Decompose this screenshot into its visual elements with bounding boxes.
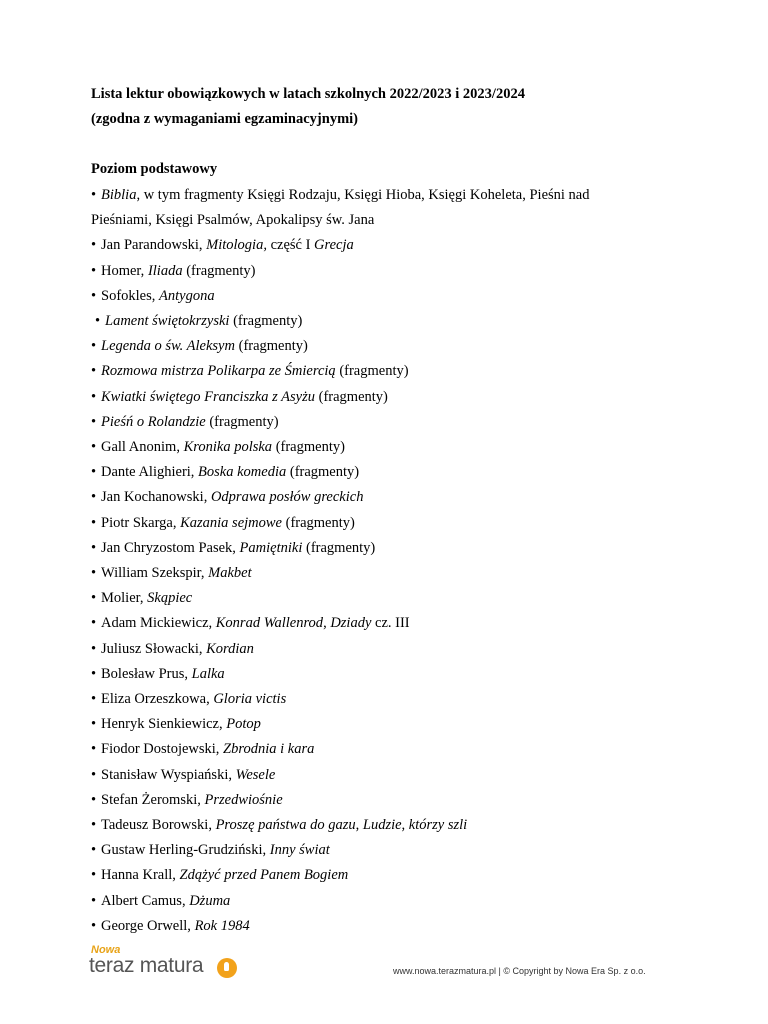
author-text: , (355, 817, 363, 833)
list-item (91, 690, 651, 708)
logo-small-text: Nowa (91, 944, 121, 956)
bullet: • (91, 741, 97, 758)
list-item (91, 262, 651, 280)
list-item-continuation (91, 211, 651, 229)
book-title: Rok 1984 (194, 917, 250, 934)
list-item (91, 766, 651, 784)
author-text: (fragmenty) (182, 262, 256, 279)
list-item (91, 488, 651, 506)
bullet: • (91, 691, 97, 707)
author-text: Bolesław Prus, (101, 665, 192, 682)
bullet: • (91, 287, 97, 304)
bullet: • (91, 590, 97, 607)
list-item (91, 640, 651, 658)
author-text: (fragmenty) (272, 439, 345, 455)
book-title: Konrad Wallenrod (215, 615, 324, 632)
book-title: Rozmowa mistrza Polikarpa ze Śmiercią (101, 363, 336, 380)
list-item (91, 892, 651, 910)
book-title: Makbet (208, 565, 252, 581)
bullet: • (91, 514, 97, 531)
book-title: Kordian (206, 640, 254, 657)
book-title: Skąpiec (147, 590, 193, 607)
list-item (91, 362, 651, 380)
author-text: Stanisław Wyspiański, (101, 766, 236, 783)
list-item (91, 337, 651, 355)
list-item (91, 539, 651, 557)
bullet: • (91, 413, 97, 430)
author-text: (fragmenty) (302, 539, 376, 556)
author-text: Sofokles, (101, 287, 159, 304)
author-text: Fiodor Dostojewski, (101, 741, 224, 758)
author-text: Dante Alighieri, (101, 464, 199, 481)
bullet: • (91, 867, 97, 884)
author-text: Gall Anonim, (101, 439, 184, 455)
book-title: Pamiętniki (239, 539, 303, 556)
teraz-matura-logo (89, 944, 249, 984)
bullet: • (91, 187, 97, 203)
list-item (91, 514, 651, 532)
book-title: Lament świętokrzyski (105, 313, 230, 329)
author-text: (fragmenty) (234, 338, 308, 355)
author-text: (fragmenty) (335, 363, 409, 380)
list-item (91, 866, 651, 884)
author-text: Piotr Skarga, (101, 514, 181, 531)
author-text: , w tym fragmenty Księgi Rodzaju, Księgi Hioba, Księgi Koheleta, Pieśni nad (136, 187, 590, 203)
bullet: • (91, 565, 97, 581)
author-text: Pieśniami, Księgi Psalmów, Apokalipsy św. Jana (91, 212, 375, 229)
author-text: (fragmenty) (205, 413, 279, 430)
book-title: Zdążyć przed Panem Bogiem (179, 867, 349, 884)
bullet: • (91, 842, 97, 859)
list-item (91, 740, 651, 758)
bullet: • (91, 615, 97, 632)
list-item (91, 236, 651, 254)
list-item (91, 589, 651, 607)
bullet: • (91, 539, 97, 556)
bullet: • (91, 917, 97, 934)
author-text: cz. III (371, 615, 410, 632)
bullet: • (91, 665, 97, 682)
author-text: Eliza Orzeszkowa, (101, 691, 214, 707)
book-title: Dżuma (189, 892, 231, 909)
bullet: • (91, 489, 97, 506)
book-title: Przedwiośnie (204, 791, 283, 808)
book-title: Mitologia, (206, 237, 267, 254)
book-title: Iliada (147, 262, 183, 279)
bullet: • (91, 338, 97, 355)
list-item (91, 715, 651, 733)
list-item (91, 564, 651, 582)
author-text: (fragmenty) (315, 388, 388, 405)
document-subtitle: (zgodna z wymaganiami egzaminacyjnymi) (91, 111, 359, 127)
bullet: • (91, 237, 97, 254)
book-title: Gloria victis (213, 691, 287, 707)
bullet: • (91, 363, 97, 380)
author-text: część I (266, 237, 315, 254)
book-title: Pieśń o Rolandzie (101, 413, 206, 430)
book-title: Legenda o św. Aleksym (101, 338, 235, 355)
bullet: • (91, 791, 97, 808)
author-text: (fragmenty) (286, 464, 360, 481)
book-title: Kronika polska (183, 439, 273, 455)
book-title: Kazania sejmowe (180, 514, 282, 531)
book-title: Kwiatki świętego Franciszka z Asyżu (101, 388, 316, 405)
author-text: (fragmenty) (229, 313, 303, 329)
bullet: • (95, 313, 101, 329)
book-title: Lalka (191, 665, 225, 682)
bullet: • (91, 262, 97, 279)
bullet: • (91, 892, 97, 909)
bullet: • (91, 640, 97, 657)
list-item (91, 791, 651, 809)
author-text: William Szekspir, (101, 565, 209, 581)
lightbulb-icon (217, 958, 237, 978)
author-text: (fragmenty) (281, 514, 355, 531)
author-text: Jan Parandowski, (101, 237, 207, 254)
list-item (95, 312, 655, 330)
book-title: Grecja (314, 237, 354, 254)
document-title: Lista lektur obowiązkowych w latach szkolnych 2022/2023 i 2023/2024 (91, 86, 525, 102)
author-text: Gustaw Herling-Grudziński, (101, 842, 270, 859)
author-text: Henryk Sienkiewicz, (101, 716, 227, 733)
book-title: Inny świat (269, 842, 330, 859)
book-title: Dziady (330, 615, 372, 632)
author-text: Hanna Krall, (101, 867, 180, 884)
book-title: Biblia (101, 187, 137, 203)
book-title: Odprawa posłów greckich (210, 489, 364, 506)
book-title: Boska komedia (198, 464, 287, 481)
logo-main-text: teraz matura (89, 954, 204, 977)
list-item (91, 614, 651, 632)
book-title: Proszę państwa do gazu (215, 817, 356, 833)
author-text: Adam Mickiewicz, (101, 615, 216, 632)
bullet: • (91, 817, 97, 833)
list-item (91, 665, 651, 683)
bullet: • (91, 388, 97, 405)
author-text: Albert Camus, (101, 892, 190, 909)
list-item (91, 841, 651, 859)
bullet: • (91, 464, 97, 481)
list-item (91, 186, 651, 204)
author-text: Juliusz Słowacki, (101, 640, 207, 657)
bullet: • (91, 766, 97, 783)
footer-copyright: www.nowa.terazmatura.pl | © Copyright by Nowa Era Sp. z o.o. (393, 966, 646, 976)
book-title: Zbrodnia i kara (223, 741, 315, 758)
list-item (91, 413, 651, 431)
bullet: • (91, 439, 97, 455)
list-item (91, 287, 651, 305)
book-title: Wesele (235, 766, 276, 783)
author-text: George Orwell, (101, 917, 195, 934)
book-title: Potop (226, 716, 261, 733)
bullet: • (91, 716, 97, 733)
author-text: Jan Chryzostom Pasek, (101, 539, 240, 556)
section-title: Poziom podstawowy (91, 161, 218, 177)
author-text: Molier, (101, 590, 148, 607)
list-item (91, 917, 651, 935)
author-text: , (323, 615, 331, 632)
author-text: Homer, (101, 262, 148, 279)
list-item (91, 816, 651, 834)
list-item (91, 463, 651, 481)
book-title: Antygona (159, 287, 215, 304)
author-text: Stefan Żeromski, (101, 791, 205, 808)
list-item (91, 438, 651, 456)
list-item (91, 388, 651, 406)
author-text: Tadeusz Borowski, (101, 817, 216, 833)
author-text: Jan Kochanowski, (101, 489, 211, 506)
book-title: Ludzie, którzy szli (362, 817, 468, 833)
